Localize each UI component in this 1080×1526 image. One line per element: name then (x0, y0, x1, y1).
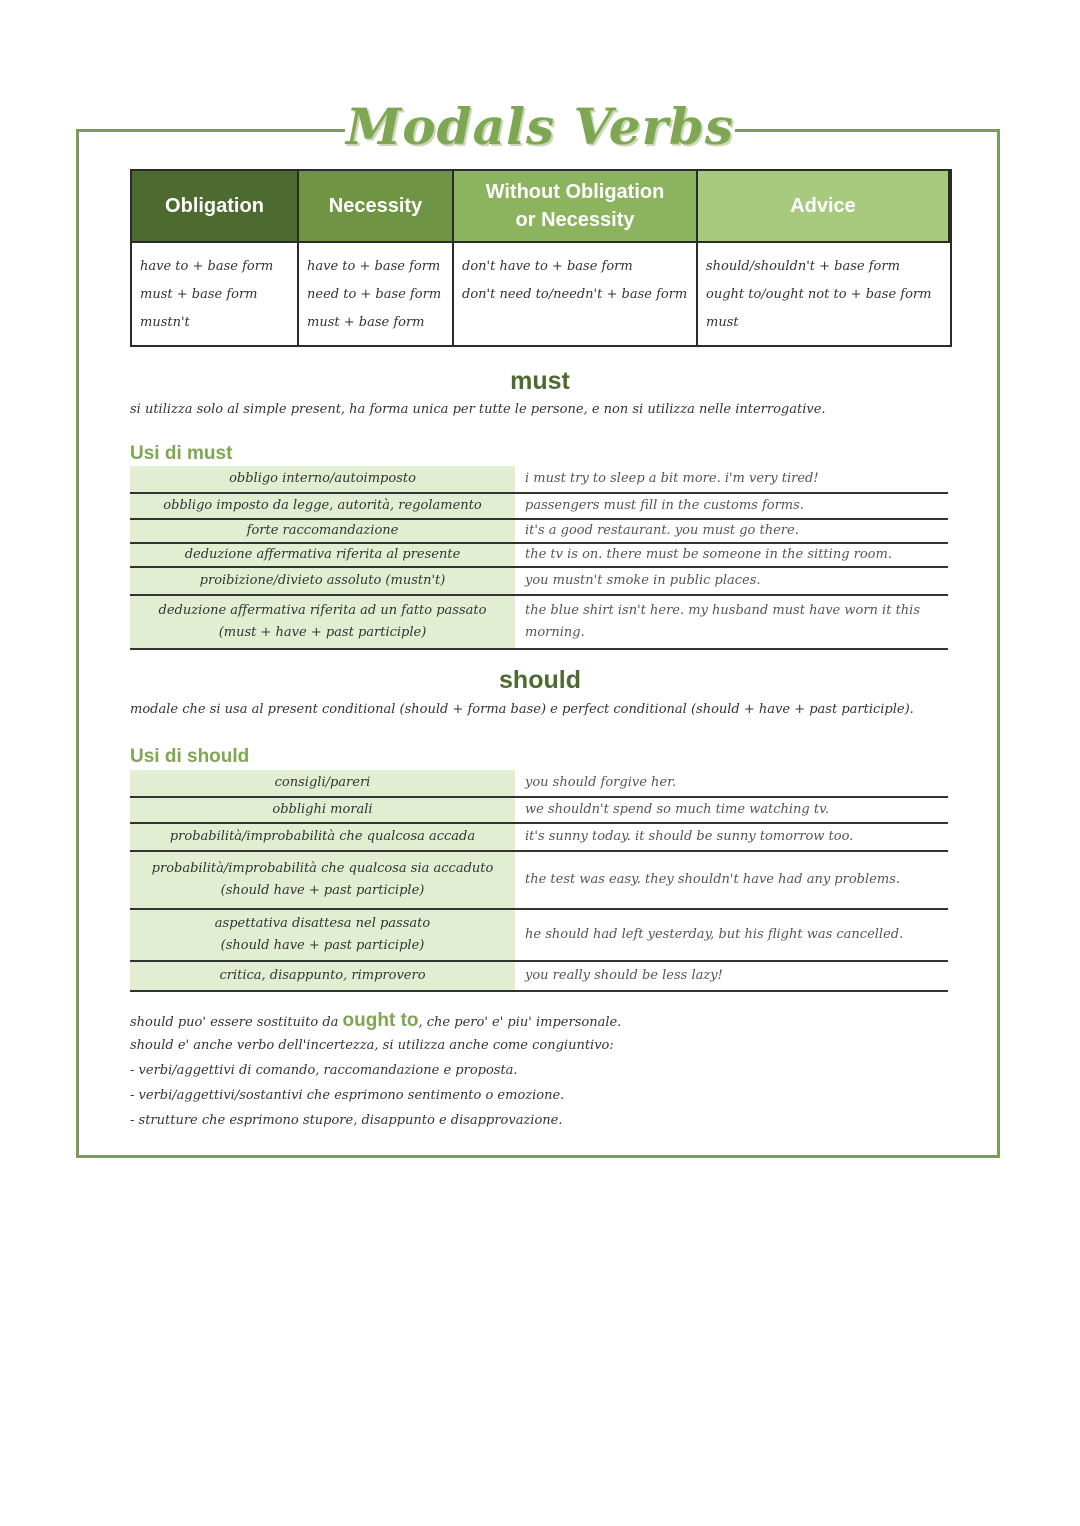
table-row (130, 544, 948, 568)
cell-necessity (299, 243, 454, 345)
table-row (130, 910, 948, 962)
should-uses-table (130, 770, 948, 992)
use-text: obbligo imposto da legge, autorità, regolamento (163, 498, 482, 513)
use-text: proibizione/divieto assoluto (mustn't) (199, 573, 446, 588)
use-text: probabilità/improbabilità che qualcosa sia accaduto (151, 861, 494, 876)
example-text: the tv is on. there must be someone in the sitting room. (525, 547, 892, 562)
use-text: (should have + past participle) (220, 883, 425, 898)
example-text: you mustn't smoke in public places. (525, 573, 761, 588)
example-text: he should had left yesterday, but his flight was cancelled. (525, 927, 904, 942)
use-text: deduzione affermativa riferita al presente (184, 547, 461, 562)
example-text: it's sunny today. it should be sunny tomorrow too. (525, 829, 854, 844)
table-item: mustn't (140, 315, 190, 330)
ought-to-highlight: ought to (342, 1010, 419, 1031)
example-text: morning. (525, 625, 585, 640)
use-description (130, 466, 515, 492)
table-row (130, 520, 948, 544)
use-description (130, 962, 515, 990)
use-example (515, 962, 948, 990)
use-example (515, 520, 948, 542)
example-text: we shouldn't spend so much time watching tv. (525, 802, 830, 817)
use-example (515, 494, 948, 518)
cell-advice (698, 243, 950, 345)
header-necessity: Necessity (299, 171, 454, 243)
table-item: need to + base form (307, 287, 442, 302)
example-text: the blue shirt isn't here. my husband must have worn it this (525, 603, 920, 618)
use-text: aspettativa disattesa nel passato (214, 916, 431, 931)
use-text: obblighi morali (272, 802, 373, 817)
should-note: modale che si usa al present conditional (should + forma base) e perfect conditional (should + have + past participle). (130, 702, 914, 717)
must-uses-title: Usi di must (130, 443, 233, 464)
use-description (130, 568, 515, 594)
use-example (515, 596, 948, 648)
example-text: it's a good restaurant. you must go there. (525, 523, 799, 538)
table-row (130, 852, 948, 910)
table-item: have to + base form (307, 259, 441, 274)
bullet-item: - strutture che esprimono stupore, disappunto e disapprovazione. (130, 1113, 563, 1128)
use-example (515, 466, 948, 492)
table-item: don't have to + base form (462, 259, 633, 274)
example-text: passengers must fill in the customs forms. (525, 498, 804, 513)
use-description (130, 798, 515, 822)
should-uses-title: Usi di should (130, 746, 250, 767)
use-text: critica, disappunto, rimprovero (219, 968, 426, 983)
table-row (130, 494, 948, 520)
table-item: must (706, 315, 739, 330)
use-example (515, 852, 948, 908)
use-text: consigli/pareri (274, 775, 371, 790)
table-item: must + base form (307, 315, 425, 330)
page-title: Modals Verbs (345, 92, 735, 162)
table-item: have to + base form (140, 259, 274, 274)
bottom-notes (130, 1008, 621, 1133)
use-text: obbligo interno/autoimposto (229, 471, 416, 486)
table-row (130, 596, 948, 650)
table-row (130, 466, 948, 494)
use-text: probabilità/improbabilità che qualcosa accada (169, 829, 476, 844)
use-example (515, 568, 948, 594)
header-obligation: Obligation (132, 171, 299, 243)
example-text: you should forgive her. (525, 775, 677, 790)
must-note: si utilizza solo al simple present, ha forma unica per tutte le persone, e non si utilizza nelle interrogative. (130, 402, 826, 417)
use-description (130, 494, 515, 518)
example-text: you really should be less lazy! (525, 968, 723, 983)
table-item: should/shouldn't + base form (706, 259, 900, 274)
table-item: ought to/ought not to + base form (706, 287, 932, 302)
header-advice: Advice (698, 171, 950, 243)
must-section-title: must (510, 367, 570, 395)
table-row (130, 962, 948, 992)
use-text: (should have + past participle) (220, 938, 425, 953)
use-description (130, 520, 515, 542)
modal-verbs-table (130, 169, 952, 347)
example-text: i must try to sleep a bit more. i'm very tired! (525, 471, 819, 486)
use-description (130, 544, 515, 566)
bullet-item: - verbi/aggettivi/sostantivi che esprimono sentimento o emozione. (130, 1088, 565, 1103)
uncertainty-note: should e' anche verbo dell'incertezza, si utilizza anche come congiuntivo: (130, 1038, 614, 1053)
ought-to-note (130, 1008, 621, 1033)
example-text: the test was easy. they shouldn't have had any problems. (525, 872, 900, 887)
use-example (515, 798, 948, 822)
header-without-obligation: Without Obligation or Necessity (454, 171, 698, 243)
use-description (130, 824, 515, 850)
use-text: deduzione affermativa riferita ad un fatto passato (158, 603, 487, 618)
use-example (515, 910, 948, 960)
note-text: , che pero' e' piu' impersonale. (418, 1015, 622, 1030)
note-text: should puo' essere sostituito da (130, 1015, 343, 1030)
use-example (515, 824, 948, 850)
cell-obligation (132, 243, 299, 345)
table-item: must + base form (140, 287, 258, 302)
use-description (130, 910, 515, 960)
table-row (130, 568, 948, 596)
use-description (130, 596, 515, 648)
use-description (130, 852, 515, 908)
use-example (515, 544, 948, 566)
use-text: (must + have + past participle) (218, 625, 427, 640)
should-section-title: should (499, 666, 581, 694)
use-example (515, 770, 948, 796)
use-description (130, 770, 515, 796)
use-text: forte raccomandazione (246, 523, 399, 538)
bullet-item: - verbi/aggettivi di comando, raccomandazione e proposta. (130, 1063, 518, 1078)
table-row (130, 824, 948, 852)
table-row (130, 770, 948, 798)
must-uses-table (130, 466, 948, 650)
cell-without-obligation (454, 243, 698, 345)
table-row (130, 798, 948, 824)
table-item: don't need to/needn't + base form (462, 287, 688, 302)
